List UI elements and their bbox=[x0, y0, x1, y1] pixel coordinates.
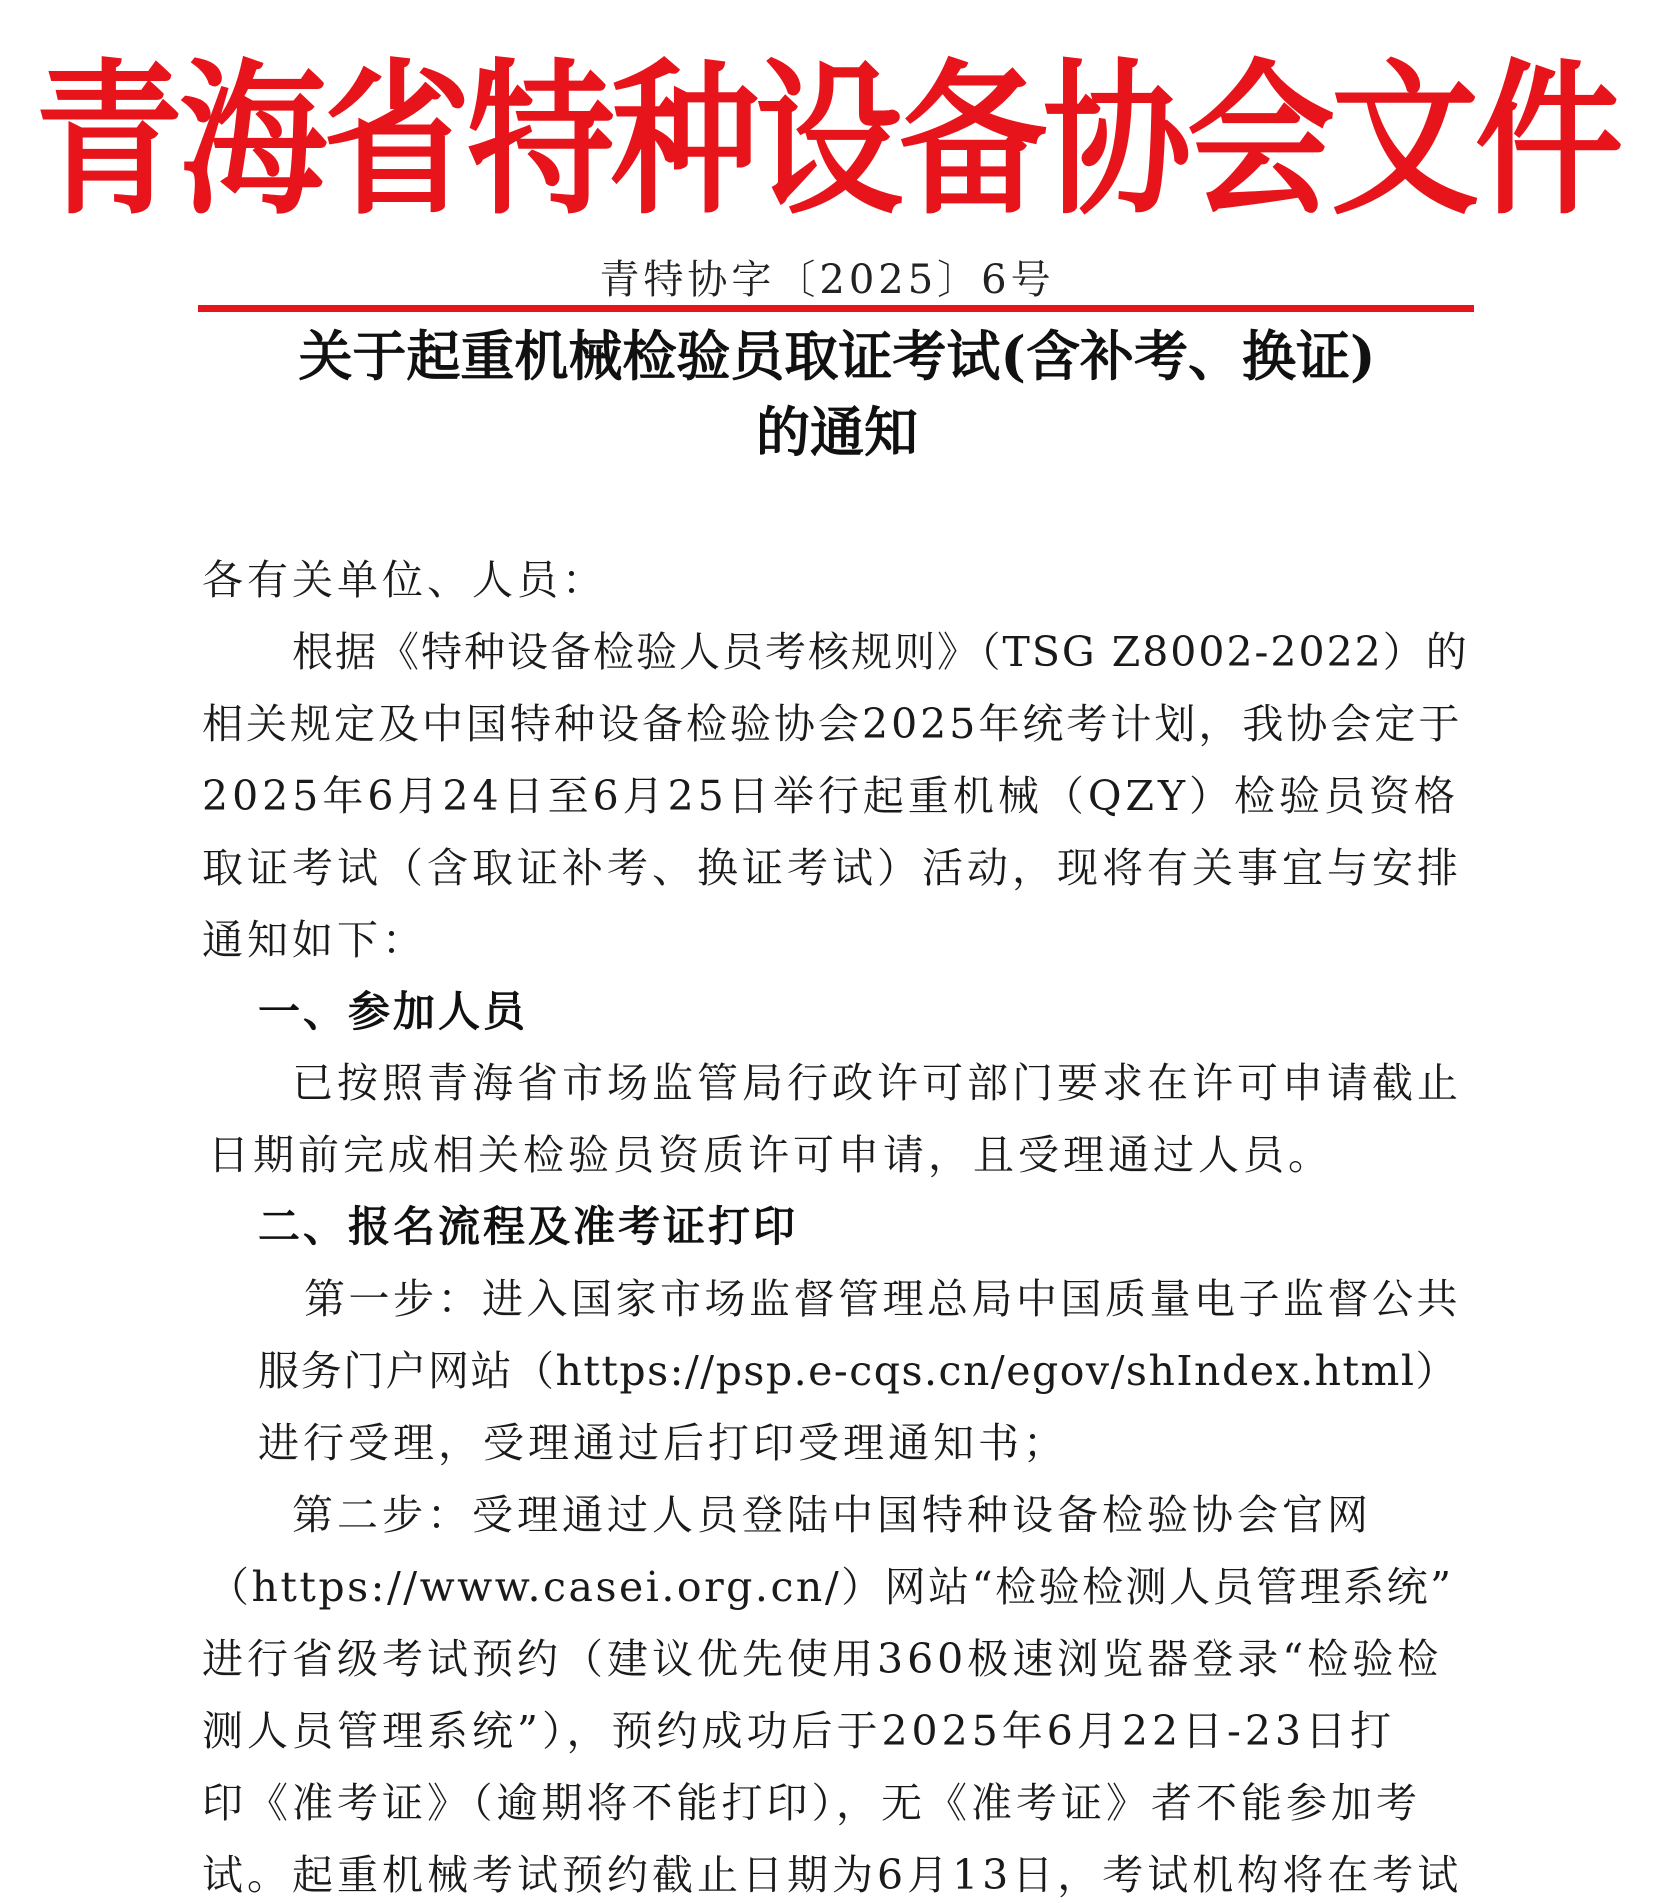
step-2-line: 测人员管理系统”），预约成功后于2025年6月22日-23日打 bbox=[202, 1707, 1396, 1755]
step-2-line: 进行省级考试预约（建议优先使用360极速浏览器登录“检验检 bbox=[202, 1635, 1443, 1683]
section-1-line: 已按照青海省市场监管局行政许可部门要求在许可申请截止 bbox=[292, 1059, 1462, 1107]
intro-line: 根据《特种设备检验人员考核规则》（TSG Z8002-2022）的 bbox=[292, 628, 1469, 676]
step-2-line: 试。起重机械考试预约截止日期为6月13日，考试机构将在考试 bbox=[202, 1851, 1463, 1899]
intro-line: 2025年6月24日至6月25日举行起重机械（QZY）检验员资格 bbox=[202, 772, 1460, 820]
step-2-line: 第二步：受理通过人员登陆中国特种设备检验协会官网 bbox=[292, 1491, 1372, 1539]
step-1-line: 第一步：进入国家市场监督管理总局中国质量电子监督公共 bbox=[304, 1275, 1461, 1323]
org-masthead-title: 青海省特种设备协会文件 bbox=[35, 44, 1619, 238]
section-1-heading: 一、参加人员 bbox=[258, 987, 529, 1036]
intro-line: 相关规定及中国特种设备检验协会2025年统考计划，我协会定于 bbox=[202, 700, 1463, 748]
salutation: 各有关单位、人员： bbox=[202, 556, 607, 604]
intro-line: 取证考试（含取证补考、换证考试）活动，现将有关事宜与安排 bbox=[202, 844, 1462, 892]
intro-line: 通知如下： bbox=[202, 916, 427, 964]
step-1-line: 服务门户网站（https://psp.e-cqs.cn/egov/shIndex.html） bbox=[258, 1347, 1458, 1395]
step-2-line: （https://www.casei.org.cn/）网站“检验检测人员管理系统” bbox=[208, 1563, 1454, 1611]
document-number: 青特协字〔2025〕6号 bbox=[599, 257, 1055, 303]
section-2-heading: 二、报名流程及准考证打印 bbox=[258, 1202, 799, 1251]
step-2-line: 印《准考证》（逾期将不能打印），无《准考证》者不能参加考 bbox=[202, 1779, 1421, 1827]
notice-title-line-2: 的通知 bbox=[756, 400, 918, 464]
notice-title-line-1: 关于起重机械检验员取证考试(含补考、换证) bbox=[298, 324, 1376, 388]
section-1-line: 日期前完成相关检验员资质许可申请，且受理通过人员。 bbox=[208, 1131, 1333, 1179]
notice-title bbox=[190, 318, 1484, 470]
red-divider-rule bbox=[198, 305, 1474, 312]
step-1-line: 进行受理，受理通过后打印受理通知书； bbox=[258, 1419, 1068, 1467]
